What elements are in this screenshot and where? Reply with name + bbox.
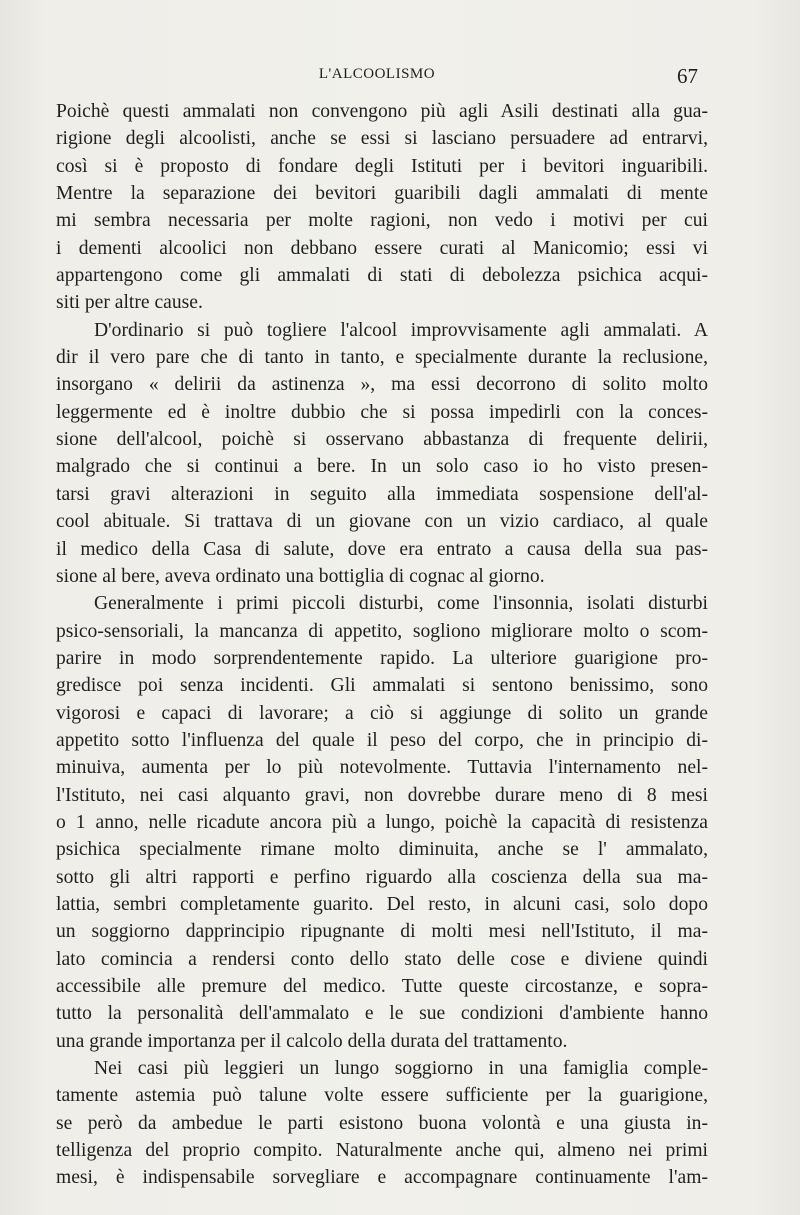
- text-line: psico-sensoriali, la mancanza di appetito, sogliono migliorare molto o scom-: [56, 620, 708, 642]
- text-line: vigorosi e capaci di lavorare; a ciò si aggiunge di solito un grande: [56, 702, 708, 724]
- text-line: Generalmente i primi piccoli disturbi, come l'insonnia, isolati disturbi: [94, 593, 708, 615]
- text-line: Nei casi più leggieri un lungo soggiorno in una famiglia comple-: [94, 1058, 708, 1080]
- page-header: [56, 64, 698, 92]
- text-line: minuiva, aumenta per lo più notevolmente. Tuttavia l'internamento nel-: [56, 757, 708, 779]
- text-line: un soggiorno dapprincipio ripugnante di molti mesi nell'Istituto, il ma-: [56, 921, 708, 943]
- text-line: appetito sotto l'influenza del quale il peso del corpo, che in principio di-: [56, 729, 708, 751]
- text-line: o 1 anno, nelle ricadute ancora più a lungo, poichè la capacità di resistenza: [56, 811, 708, 833]
- page-number: 67: [677, 64, 698, 88]
- text-line: cool abituale. Si trattava di un giovane con un vizio cardiaco, al quale: [56, 511, 708, 533]
- body-text: [56, 98, 708, 1192]
- text-line: psichica specialmente rimane molto diminuita, anche se l' ammalato,: [56, 839, 708, 861]
- text-line: insorgano « delirii da astinenza », ma essi decorrono di solito molto: [56, 374, 708, 396]
- text-line: sione al bere, aveva ordinato una bottiglia di cognac al giorno.: [56, 565, 545, 587]
- text-line: i dementi alcoolici non debbano essere curati al Manicomio; essi vi: [56, 237, 708, 259]
- text-line: lato comincia a rendersi conto dello stato delle cose e diviene quindi: [56, 948, 708, 970]
- text-line: mi sembra necessaria per molte ragioni, non vedo i motivi per cui: [56, 210, 708, 232]
- text-line: accessibile alle premure del medico. Tutte queste circostanze, e sopra-: [56, 976, 708, 997]
- text-line: parire in modo sorprendentemente rapido. La ulteriore guarigione pro-: [56, 647, 708, 669]
- text-line: così si è proposto di fondare degli Istituti per i bevitori inguaribili.: [56, 155, 708, 177]
- text-line: siti per altre cause.: [56, 292, 203, 314]
- text-line: dir il vero pare che di tanto in tanto, e specialmente durante la reclusione,: [56, 347, 708, 369]
- text-line: gredisce poi senza incidenti. Gli ammalati si sentono benissimo, sono: [56, 675, 708, 697]
- text-line: tamente astemia può talune volte essere sufficiente per la guarigione,: [56, 1085, 708, 1107]
- text-line: leggermente ed è inoltre dubbio che si possa impedirli con la conces-: [56, 401, 708, 423]
- text-line: sione dell'alcool, poichè si osservano abbastanza di frequente delirii,: [56, 429, 708, 451]
- text-line: appartengono come gli ammalati di stati di debolezza psichica acqui-: [56, 265, 708, 287]
- text-line: telligenza del proprio compito. Naturalmente anche qui, almeno nei primi: [56, 1140, 708, 1162]
- text-line: mesi, è indispensabile sorvegliare e accompagnare continuamente l'am-: [56, 1167, 708, 1189]
- text-line: tarsi gravi alterazioni in seguito alla immediata sospensione dell'al-: [56, 483, 708, 505]
- text-line: il medico della Casa di salute, dove era entrato a causa della sua pas-: [56, 538, 708, 560]
- text-line: rigione degli alcoolisti, anche se essi si lasciano persuadere ad entrarvi,: [56, 128, 708, 150]
- text-line: Mentre la separazione dei bevitori guaribili dagli ammalati di mente: [56, 183, 708, 205]
- text-line: Poichè questi ammalati non convengono più agli Asili destinati alla gua-: [56, 101, 708, 122]
- text-line: una grande importanza per il calcolo della durata del trattamento.: [56, 1030, 568, 1052]
- text-line: l'Istituto, nei casi alquanto gravi, non dovrebbe durare meno di 8 mesi: [56, 784, 708, 806]
- text-line: lattia, sembri completamente guarito. Del resto, in alcuni casi, solo dopo: [56, 893, 708, 915]
- text-line: D'ordinario si può togliere l'alcool improvvisamente agli ammalati. A: [94, 319, 708, 341]
- text-line: sotto gli altri rapporti e perfino riguardo alla coscienza della sua ma-: [56, 866, 708, 888]
- text-line: se però da ambedue le parti esistono buona volontà e una giusta in-: [56, 1112, 708, 1134]
- text-line: tutto la personalità dell'ammalato e le sue condizioni d'ambiente hanno: [56, 1003, 708, 1025]
- text-line: malgrado che si continui a bere. In un solo caso io ho visto presen-: [56, 456, 708, 478]
- running-head: L'ALCOOLISMO: [318, 66, 436, 82]
